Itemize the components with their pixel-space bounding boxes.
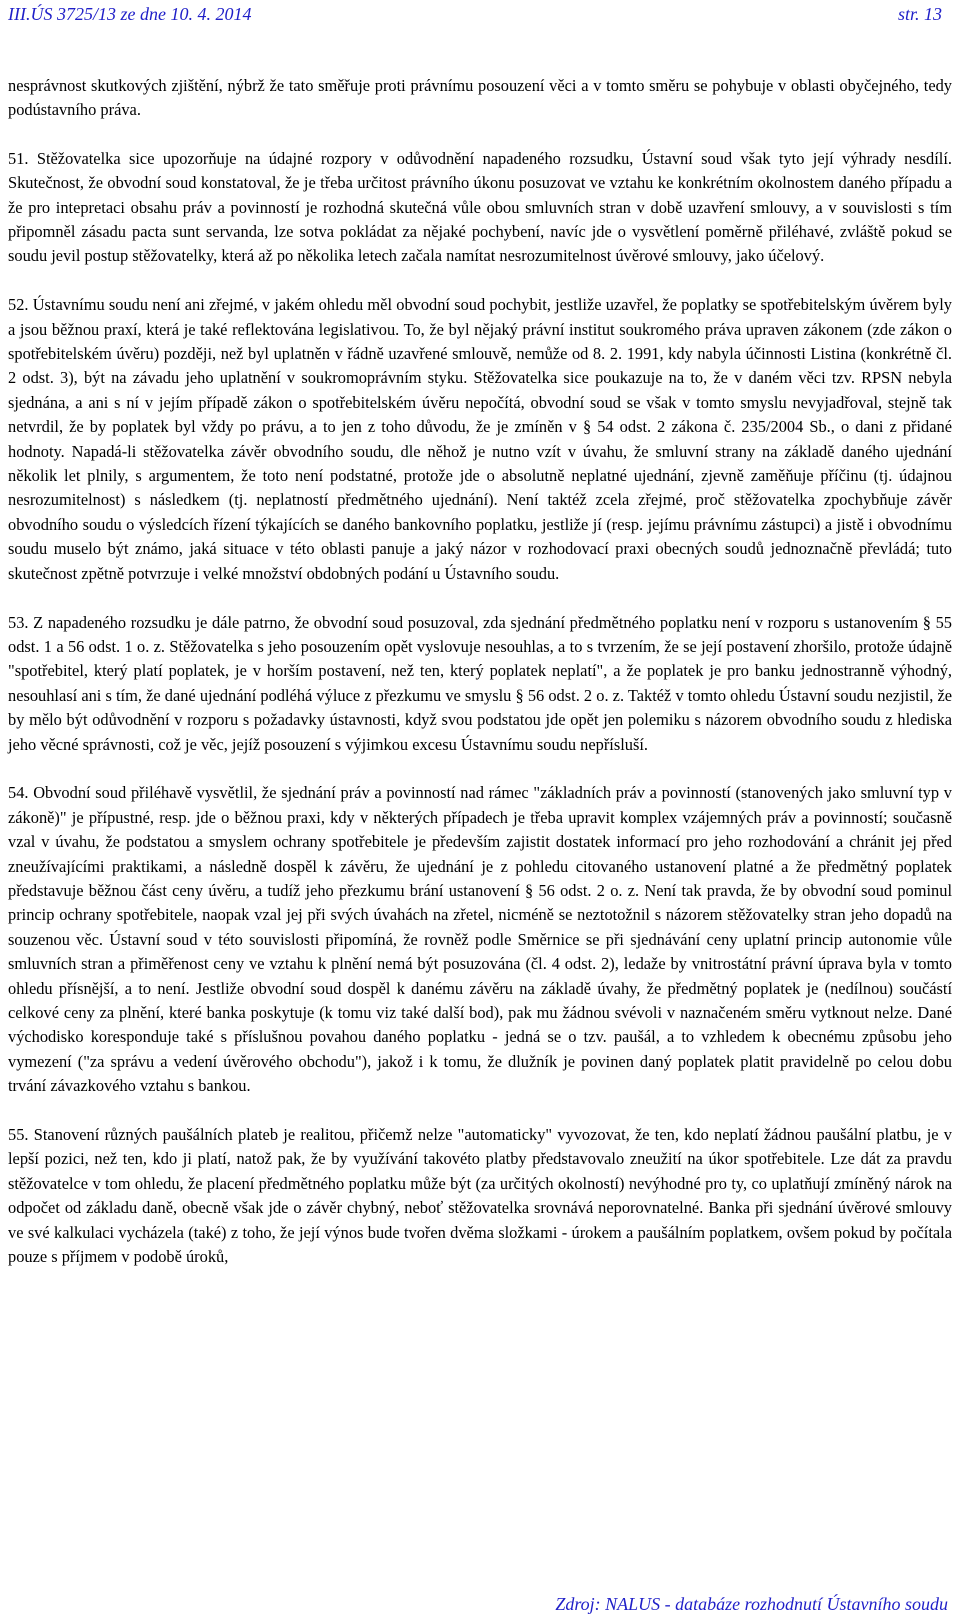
page-number: str. 13 <box>897 4 942 24</box>
paragraph-52: 52. Ústavnímu soudu není ani zřejmé, v jakém ohledu měl obvodní soud pochybit, jestliže uzavřel, že poplatky se spotřebitelským úvěrem byly a jsou běžnou praxí, která je také reflektována legislativou. To, že byl nějaký právní institut soukromého práva upraven zákonem (zde zákon o spotřebitelském úvěru) později, než byl uplatněn v řádně uzavřené smlouvě, nemůže od 8. 2. 1991, kdy nabyla účinnosti Listina (konkrétně čl. 2 odst. 3), být na závadu jeho uplatnění v soukromoprávním styku. Stěžovatelka sice poukazuje na to, že v daném věci tzv. RPSN nebyla sjednána, a ani s ní v jejím případě zákon o spotřebitelském úvěru nepočítá, obvodní soud se však v tomto smyslu nevyjadřoval, stejně tak netvrdil, že by poplatek byl vždy po právu, a to jen z toho důvodu, že je zmíněn v § 54 odst. 2 zákona č. 235/2004 Sb., o dani z přidané hodnoty. Napadá-li stěžovatelka závěr obvodního soudu, dle něhož je nutno vzít v úvahu, že smluvní strany na základě daného ujednání několik let plnily, s argumentem, že toto není podstatné, protože jde o absolutně neplatné ujednání, zjevně zaměňuje příčinu (tj. údajnou nesrozumitelnost) s následkem (tj. neplatností předmětného ujednání). Není taktéž zcela zřejmé, proč stěžovatelka zpochybňuje závěr obvodního soudu o výsledcích řízení týkajících se daného bankovního poplatku, jestliže jí (resp. jejímu právnímu zástupci) a jistě i obvodnímu soudu muselo být známo, jaká situace v této oblasti panuje a jaký názor v rozhodovací praxi obecných soudů jednoznačně převládá; tuto skutečnost zpětně potvrzuje i velké množství obdobných podání u Ústavního soudu. <box>8 295 952 583</box>
paragraph-continuation: nesprávnost skutkových zjištění, nýbrž že tato směřuje proti právnímu posouzení věci a v tomto směru se pohybuje v oblasti obyčejného, tedy podústavního práva. <box>8 76 952 120</box>
paragraph-54: 54. Obvodní soud přiléhavě vysvětlil, že sjednání práv a povinností nad rámec "základních práv a povinností (stanovených jako smluvní typ v zákoně)" je přípustné, resp. jde o běžnou praxi, kdy v některých případech je třeba upravit komplex vzájemných práv a povinností; současně vzal v úvahu, že podstatou a smyslem ochrany spotřebitele je především zajistit dostatek informací pro jeho rozhodování a chránit jej před zneužívajícími praktikami, a následně dospěl k závěru, že ujednání je z pohledu citovaného ustanovení platné a že předmětný poplatek představuje běžnou část ceny úvěru, a tudíž jeho přezkumu brání ustanovení § 56 odst. 2 o. z. Není tak pravda, že by obvodní soud pominul princip ochrany spotřebitele, naopak vzal jej při svých úvahách na zřetel, nicméně se neztotožnil s názorem stěžovatelky stran jeho dopadů na souzenou věc. Ústavní soud v této souvislosti připomíná, že rovněž podle Směrnice se při sjednávání ceny uplatní princip autonomie vůle smluvních stran a přiměřenost ceny ve vztahu k plnění nemá být posuzována (čl. 4 odst. 2), ledaže by vnitrostátní právní úprava byla v tomto ohledu přísnější, a to není. Jestliže obvodní soud dospěl k danému závěru na základě úvahy, že předmětný poplatek je (nedílnou) součástí celkové ceny za plnění, které banka poskytuje (k tomu viz také další bod), pak mu žádnou svévoli v naznačeném směru vytknout nelze. Dané východisko koresponduje také s příslušnou povahou daného poplatku - jedná se o tzv. paušál, a to vzhledem k obecnému způsobu jeho vymezení ("za správu a vedení úvěrového obchodu"), jakož i k tomu, že dlužník je povinen daný poplatek platit pravidelně po celou dobu trvání závazkového vztahu s bankou. <box>8 783 952 1096</box>
source-footer: Zdroj: NALUS - databáze rozhodnutí Ústavního soudu <box>555 1594 948 1614</box>
paragraph-55: 55. Stanovení různých paušálních plateb je realitou, přičemž nelze "automaticky" vyvozovat, že ten, kdo neplatí žádnou paušální platbu, je v lepší pozici, než ten, kdo ji platí, natož pak, že by využívání takovéto platby představovalo zneužití na úkor spotřebitele. Lze dát za pravdu stěžovatelce v tom ohledu, že placení předmětného poplatku může být (za určitých okolností) nevýhodné pro ty, co uplatňují zmíněný nárok na odpočet od základu daně, obecně však jde o závěr chybný, neboť stěžovatelka srovnává neporovnatelné. Banka při sjednání úvěrové smlouvy ve své kalkulaci vycházela (také) z toho, že její výnos bude tvořen dvěma složkami - úrokem a paušálním poplatkem, ovšem pokud by počítala pouze s příjmem v podobě úroků, <box>8 1125 952 1267</box>
paragraph-53: 53. Z napadeného rozsudku je dále patrno, že obvodní soud posuzoval, zda sjednání předmětného poplatku není v rozporu s ustanovením § 55 odst. 1 a 56 odst. 1 o. z. Stěžovatelka s jeho posouzením opět vyslovuje nesouhlas, a to s tvrzením, že se její postavení zhoršilo, protože údajně "spotřebitel, který platí poplatek, je v horším postavení, než ten, který poplatek neplatí", a že poplatek je pro banku jednostranně výhodný, nesouhlasí ani s tím, že dané ujednání podléhá výluce z přezkumu ve smyslu § 56 odst. 2 o. z. Taktéž v tomto ohledu Ústavní soudu nezjistil, že by mělo být odůvodnění v rozporu s požadavky ústavnosti, když svou podstatou jde opět jen polemiku s názorem obvodního soudu z hlediska jeho věcné správnosti, což je věc, jejíž posouzení s výjimkou excesu Ústavnímu soudu nepřísluší. <box>8 612 952 754</box>
paragraph-51: 51. Stěžovatelka sice upozorňuje na údajné rozpory v odůvodnění napadeného rozsudku, Ústavní soud však tyto její výhrady nesdílí. Skutečnost, že obvodní soud konstatoval, že je třeba určitost právního úkonu posuzovat ve vztahu ke konkrétním okolnostem daného případu a že pro intepretaci obsahu práv a povinností je rozhodná skutečná vůle obou smluvních stran v době uzavření smlouvy, a v souvislosti s tím připomněl zásadu pacta sunt servanda, lze sotva pokládat za nějaké pochybení, navíc jde o vysvětlení poměrně přiléhavé, zvláště pokud se soudu jevil postup stěžovatelky, která až po několika letech začala namítat nesrozumitelnost úvěrové smlouvy, jako účelový. <box>8 148 952 266</box>
page-header <box>8 4 952 28</box>
document-body <box>8 74 952 1294</box>
case-reference: III.ÚS 3725/13 ze dne 10. 4. 2014 <box>8 4 252 24</box>
